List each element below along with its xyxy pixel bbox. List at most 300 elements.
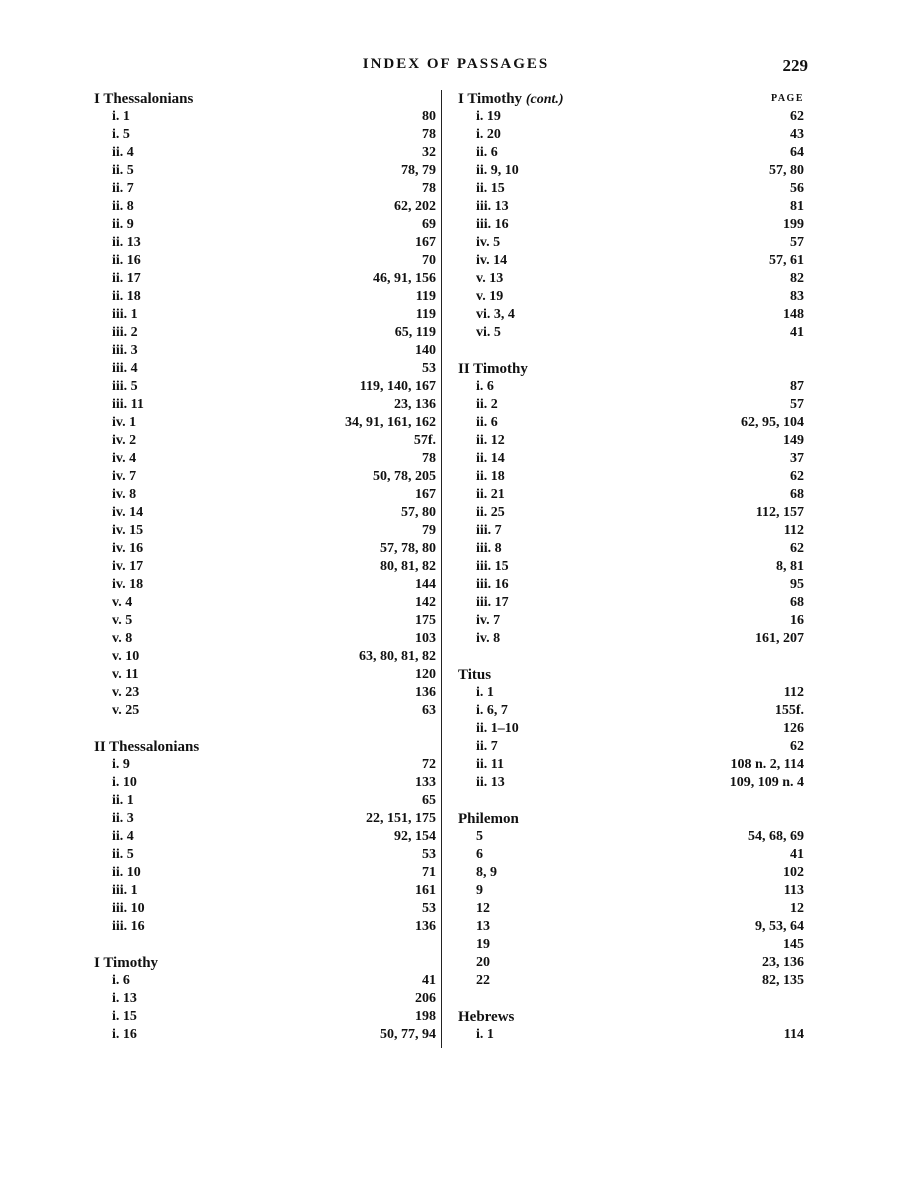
passage-reference: v. 8: [112, 631, 133, 646]
passage-reference: iv. 4: [112, 451, 137, 466]
page-references: 22, 151, 175: [366, 811, 436, 826]
index-entry: [458, 576, 804, 594]
section-spacer: [458, 990, 804, 1008]
passage-reference: ii. 9, 10: [476, 163, 519, 178]
passage-reference: 20: [476, 955, 490, 970]
index-entry: [458, 432, 804, 450]
passage-reference: ii. 21: [476, 487, 505, 502]
page-references: 79: [422, 523, 436, 538]
passage-reference: i. 20: [476, 127, 501, 142]
page-references: 53: [422, 847, 436, 862]
page-references: 87: [790, 379, 804, 394]
index-entry: [94, 864, 436, 882]
index-entry: [458, 594, 804, 612]
page-references: 142: [415, 595, 436, 610]
page-references: 126: [783, 721, 804, 736]
passage-reference: 22: [476, 973, 490, 988]
book-heading-text: I Timothy: [458, 91, 523, 107]
page-references: 112: [783, 523, 804, 538]
page-references: 34, 91, 161, 162: [345, 415, 436, 430]
page-references: 136: [415, 919, 436, 934]
page-references: 62, 202: [394, 199, 436, 214]
index-entry: [94, 144, 436, 162]
book-heading-titus: [458, 666, 804, 684]
passage-reference: vi. 3, 4: [476, 307, 515, 322]
passage-reference: ii. 5: [112, 163, 134, 178]
passage-reference: ii. 14: [476, 451, 505, 466]
index-entry: [458, 900, 804, 918]
passage-reference: iii. 13: [476, 199, 509, 214]
passage-reference: 8, 9: [476, 865, 497, 880]
passage-reference: ii. 15: [476, 181, 505, 196]
page-references: 32: [422, 145, 436, 160]
passage-reference: v. 13: [476, 271, 504, 286]
page-references: 119: [415, 289, 436, 304]
index-entry: [458, 558, 804, 576]
page-references: 46, 91, 156: [373, 271, 436, 286]
page-references: 65: [422, 793, 436, 808]
passage-reference: ii. 9: [112, 217, 134, 232]
index-entry: [94, 972, 436, 990]
page-references: 54, 68, 69: [748, 829, 804, 844]
index-entry: [94, 288, 436, 306]
passage-reference: i. 6: [476, 379, 494, 394]
passage-reference: iv. 14: [112, 505, 144, 520]
index-entry: [458, 630, 804, 648]
passage-reference: i. 1: [112, 109, 130, 124]
passage-reference: iii. 8: [476, 541, 502, 556]
index-entry: [458, 738, 804, 756]
passage-reference: iii. 7: [476, 523, 502, 538]
page-references: 57f.: [413, 433, 436, 448]
page-references: 53: [422, 901, 436, 916]
passage-reference: ii. 6: [476, 415, 498, 430]
passage-reference: i. 6: [112, 973, 130, 988]
passage-reference: v. 4: [112, 595, 133, 610]
passage-reference: 19: [476, 937, 490, 952]
index-entry: [94, 810, 436, 828]
book-heading-i-timothy: [458, 90, 804, 108]
passage-reference: iii. 1: [112, 307, 138, 322]
page-references: 8, 81: [776, 559, 804, 574]
book-heading-text: Titus: [458, 667, 492, 683]
page-references: 16: [790, 613, 804, 628]
index-entry: [458, 846, 804, 864]
passage-reference: v. 25: [112, 703, 140, 718]
index-entry: [458, 972, 804, 990]
passage-reference: iv. 17: [112, 559, 144, 574]
passage-reference: i. 1: [476, 685, 494, 700]
index-entry: [94, 666, 436, 684]
book-heading-text: I Timothy: [94, 955, 159, 971]
index-entry: [458, 720, 804, 738]
index-entry: [94, 684, 436, 702]
continued-marker: (cont.): [525, 92, 564, 107]
passage-reference: iii. 16: [476, 577, 509, 592]
passage-reference: v. 10: [112, 649, 140, 664]
index-entry: [94, 702, 436, 720]
page-references: 71: [422, 865, 436, 880]
index-entry: [94, 1008, 436, 1026]
index-entry: [458, 486, 804, 504]
book-heading-text: I Thessalonians: [94, 91, 194, 107]
index-entry: [458, 144, 804, 162]
index-entry: [94, 252, 436, 270]
page-references: 78: [422, 127, 436, 142]
page-references: 92, 154: [394, 829, 436, 844]
index-entry: [458, 504, 804, 522]
index-entry: [94, 846, 436, 864]
page-references: 23, 136: [762, 955, 804, 970]
page-references: 43: [790, 127, 804, 142]
passage-reference: iv. 7: [112, 469, 137, 484]
index-entry: [94, 882, 436, 900]
page-references: 78: [422, 181, 436, 196]
passage-reference: iii. 3: [112, 343, 138, 358]
index-entry: [458, 702, 804, 720]
index-entry: [458, 936, 804, 954]
page-references: 206: [415, 991, 436, 1006]
page-references: 120: [415, 667, 436, 682]
passage-reference: ii. 4: [112, 829, 134, 844]
book-heading-text: Philemon: [458, 811, 519, 827]
page-references: 12: [790, 901, 804, 916]
section-spacer: [458, 792, 804, 810]
page-references: 50, 78, 205: [373, 469, 436, 484]
passage-reference: iv. 18: [112, 577, 144, 592]
index-entry: [94, 594, 436, 612]
page-references: 133: [415, 775, 436, 790]
left-column: [94, 90, 436, 1044]
passage-reference: iv. 5: [476, 235, 501, 250]
book-heading-i-thessalonians: [94, 90, 436, 108]
index-entry: [94, 396, 436, 414]
passage-reference: 13: [476, 919, 490, 934]
index-entry: [458, 216, 804, 234]
page-references: 161: [415, 883, 436, 898]
passage-reference: ii. 12: [476, 433, 505, 448]
page-references: 68: [790, 595, 804, 610]
passage-reference: ii. 3: [112, 811, 134, 826]
index-entry: [94, 648, 436, 666]
passage-reference: iii. 10: [112, 901, 145, 916]
index-entry: [94, 900, 436, 918]
page-references: 112, 157: [755, 505, 804, 520]
page-references: 64: [790, 145, 804, 160]
passage-reference: ii. 25: [476, 505, 505, 520]
page-references: 113: [783, 883, 804, 898]
index-entry: [94, 756, 436, 774]
page-references: 81: [790, 199, 804, 214]
index-entry: [458, 774, 804, 792]
passage-reference: iv. 8: [112, 487, 137, 502]
passage-reference: iii. 1: [112, 883, 138, 898]
page-references: 149: [783, 433, 804, 448]
page-references: 161, 207: [755, 631, 804, 646]
page-references: 57, 78, 80: [380, 541, 436, 556]
index-entry: [94, 378, 436, 396]
passage-reference: i. 16: [112, 1027, 137, 1042]
passage-reference: ii. 17: [112, 271, 141, 286]
index-entry: [458, 162, 804, 180]
passage-reference: 5: [476, 829, 483, 844]
index-entry: [458, 540, 804, 558]
page-references: 50, 77, 94: [380, 1027, 436, 1042]
page-references: 167: [415, 235, 436, 250]
index-entry: [94, 306, 436, 324]
passage-reference: ii. 7: [112, 181, 134, 196]
passage-reference: iv. 8: [476, 631, 501, 646]
section-spacer: [94, 936, 436, 954]
index-entry: [458, 828, 804, 846]
page-references: 62: [790, 469, 804, 484]
page-references: 57, 80: [401, 505, 436, 520]
index-entry: [94, 180, 436, 198]
index-entry: [458, 864, 804, 882]
page-references: 37: [790, 451, 804, 466]
index-entry: [458, 612, 804, 630]
book-heading-ii-thessalonians: [94, 738, 436, 756]
page-references: 57, 80: [769, 163, 804, 178]
page-references: 148: [783, 307, 804, 322]
index-entry: [94, 198, 436, 216]
index-entry: [94, 540, 436, 558]
section-spacer: [94, 720, 436, 738]
page-references: 56: [790, 181, 804, 196]
page-references: 167: [415, 487, 436, 502]
index-entry: [458, 378, 804, 396]
passage-reference: iii. 16: [112, 919, 145, 934]
column-divider: [441, 90, 442, 1048]
index-entry: [94, 468, 436, 486]
passage-reference: ii. 16: [112, 253, 141, 268]
index-entry: [94, 504, 436, 522]
index-entry: [458, 306, 804, 324]
passage-reference: i. 15: [112, 1009, 137, 1024]
passage-reference: 12: [476, 901, 490, 916]
index-entry: [458, 414, 804, 432]
passage-reference: iii. 5: [112, 379, 138, 394]
index-entry: [458, 522, 804, 540]
page-references: 23, 136: [394, 397, 436, 412]
index-entry: [458, 234, 804, 252]
page-column-label: PAGE: [770, 93, 804, 104]
page-references: 145: [783, 937, 804, 952]
index-entry: [458, 180, 804, 198]
page-references: 78, 79: [401, 163, 436, 178]
page-references: 102: [783, 865, 804, 880]
passage-reference: ii. 18: [476, 469, 505, 484]
index-entry: [94, 126, 436, 144]
index-entry: [458, 324, 804, 342]
passage-reference: ii. 18: [112, 289, 141, 304]
page-number: 229: [782, 56, 808, 75]
page-references: 53: [422, 361, 436, 376]
passage-reference: vi. 5: [476, 325, 501, 340]
page-references: 57, 61: [769, 253, 804, 268]
page-references: 95: [790, 577, 804, 592]
page-references: 78: [422, 451, 436, 466]
index-entry: [94, 162, 436, 180]
index-entry: [458, 684, 804, 702]
passage-reference: ii. 13: [476, 775, 505, 790]
index-entry: [94, 360, 436, 378]
page-references: 83: [790, 289, 804, 304]
passage-reference: iii. 17: [476, 595, 509, 610]
index-entry: [458, 450, 804, 468]
index-entry: [94, 234, 436, 252]
book-heading-text: II Timothy: [458, 361, 528, 377]
page-references: 70: [422, 253, 436, 268]
index-entry: [458, 288, 804, 306]
page-references: 108 n. 2, 114: [730, 757, 804, 772]
passage-reference: iv. 14: [476, 253, 508, 268]
index-entry: [94, 324, 436, 342]
index-entry: [94, 1026, 436, 1044]
page-references: 140: [415, 343, 436, 358]
index-entry: [458, 126, 804, 144]
page-references: 198: [415, 1009, 436, 1024]
page-references: 136: [415, 685, 436, 700]
index-entry: [94, 630, 436, 648]
passage-reference: i. 10: [112, 775, 137, 790]
page-references: 80: [422, 109, 436, 124]
running-head-title: INDEX OF PASSAGES: [362, 56, 550, 72]
passage-reference: ii. 13: [112, 235, 141, 250]
index-entry: [94, 216, 436, 234]
passage-reference: ii. 1–10: [476, 721, 519, 736]
passage-reference: iv. 15: [112, 523, 144, 538]
page-references: 62: [790, 109, 804, 124]
right-column: [458, 90, 804, 1044]
page-references: 144: [415, 577, 436, 592]
passage-reference: iii. 2: [112, 325, 138, 340]
passage-reference: v. 19: [476, 289, 504, 304]
page-references: 63: [422, 703, 436, 718]
index-entry: [458, 1026, 804, 1044]
page-references: 112: [783, 685, 804, 700]
section-spacer: [458, 342, 804, 360]
index-entry: [458, 756, 804, 774]
index-entry: [94, 576, 436, 594]
page-references: 119: [415, 307, 436, 322]
passage-reference: iv. 1: [112, 415, 137, 430]
passage-reference: v. 23: [112, 685, 140, 700]
index-entry: [458, 108, 804, 126]
passage-reference: iii. 16: [476, 217, 509, 232]
book-heading-hebrews: [458, 1008, 804, 1026]
section-spacer: [458, 648, 804, 666]
passage-reference: iii. 15: [476, 559, 509, 574]
book-heading-philemon: [458, 810, 804, 828]
page-references: 62: [790, 739, 804, 754]
index-entry: [94, 828, 436, 846]
page-references: 82, 135: [762, 973, 804, 988]
page-references: 63, 80, 81, 82: [359, 649, 436, 664]
passage-reference: i. 13: [112, 991, 137, 1006]
index-entry: [458, 918, 804, 936]
index-entry: [94, 792, 436, 810]
index-entry: [94, 450, 436, 468]
index-entry: [94, 612, 436, 630]
page-references: 62, 95, 104: [741, 415, 804, 430]
passage-reference: ii. 6: [476, 145, 498, 160]
passage-reference: ii. 8: [112, 199, 134, 214]
page-references: 114: [783, 1027, 804, 1042]
page-references: 62: [790, 541, 804, 556]
index-entry: [94, 270, 436, 288]
passage-reference: iv. 2: [112, 433, 137, 448]
page-references: 82: [790, 271, 804, 286]
passage-reference: ii. 4: [112, 145, 134, 160]
index-entry: [94, 108, 436, 126]
index-entry: [94, 414, 436, 432]
book-heading-ii-timothy: [458, 360, 804, 378]
page-references: 103: [415, 631, 436, 646]
page-references: 80, 81, 82: [380, 559, 436, 574]
passage-reference: i. 1: [476, 1027, 494, 1042]
book-heading-text: II Thessalonians: [94, 739, 200, 755]
page-references: 9, 53, 64: [755, 919, 804, 934]
passage-reference: iv. 16: [112, 541, 144, 556]
passage-reference: i. 19: [476, 109, 501, 124]
page-references: 57: [790, 397, 804, 412]
page-references: 68: [790, 487, 804, 502]
passage-reference: 6: [476, 847, 483, 862]
index-entry: [458, 396, 804, 414]
passage-reference: ii. 5: [112, 847, 134, 862]
passage-reference: iii. 11: [112, 397, 144, 412]
index-entry: [94, 486, 436, 504]
page-references: 119, 140, 167: [359, 379, 436, 394]
index-entry: [94, 558, 436, 576]
index-entry: [94, 990, 436, 1008]
index-entry: [458, 198, 804, 216]
passage-reference: ii. 10: [112, 865, 141, 880]
passage-reference: ii. 1: [112, 793, 134, 808]
passage-reference: v. 11: [112, 667, 139, 682]
passage-reference: ii. 2: [476, 397, 498, 412]
page-references: 109, 109 n. 4: [729, 775, 804, 790]
page-references: 41: [790, 847, 804, 862]
page-references: 199: [783, 217, 804, 232]
passage-reference: ii. 7: [476, 739, 498, 754]
book-heading-text: Hebrews: [458, 1009, 515, 1025]
passage-reference: iii. 4: [112, 361, 138, 376]
book-heading-i-timothy: [94, 954, 436, 972]
index-entry: [94, 432, 436, 450]
index-entry: [458, 252, 804, 270]
index-entry: [94, 522, 436, 540]
page-references: 65, 119: [394, 325, 436, 340]
page-references: 69: [422, 217, 436, 232]
index-entry: [94, 918, 436, 936]
index-entry: [94, 342, 436, 360]
index-entry: [94, 774, 436, 792]
index-entry: [458, 882, 804, 900]
passage-reference: iv. 7: [476, 613, 501, 628]
page-references: 41: [790, 325, 804, 340]
passage-reference: 9: [476, 883, 483, 898]
index-entry: [458, 270, 804, 288]
passage-reference: i. 5: [112, 127, 130, 142]
page-references: 155f.: [774, 703, 804, 718]
passage-reference: i. 9: [112, 757, 130, 772]
page-references: 41: [422, 973, 436, 988]
page-references: 175: [415, 613, 436, 628]
passage-reference: v. 5: [112, 613, 133, 628]
passage-reference: i. 6, 7: [476, 703, 508, 718]
